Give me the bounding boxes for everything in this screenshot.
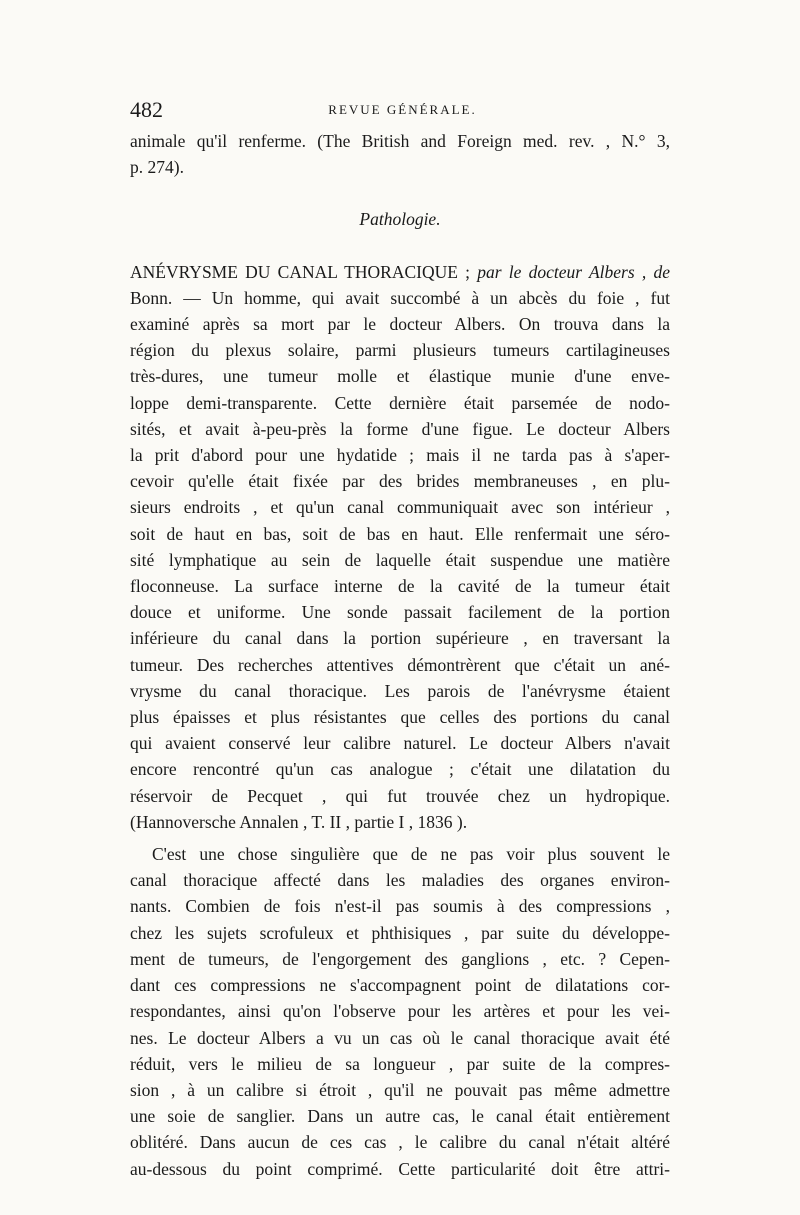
text-line: encore rencontré qu'un cas analogue ; c'était une dilatation du — [130, 759, 670, 780]
text-line: tumeur. Des recherches attentives démontrèrent que c'était un ané- — [130, 654, 670, 675]
section-heading: Pathologie. — [359, 209, 441, 230]
text-line: vrysme du canal thoracique. Les parois de l'anévrysme étaient — [130, 680, 670, 701]
text-line: sité lymphatique au sein de laquelle était suspendue une matière — [130, 549, 670, 570]
text-line: Bonn. — Un homme, qui avait succombé à un abcès du foie , fut — [130, 287, 670, 308]
text-line: oblitéré. Dans aucun de ces cas , le calibre du canal n'était altéré — [130, 1132, 670, 1153]
text-line: sion , à un calibre si étroit , qu'il ne pouvait pas même admettre — [130, 1079, 670, 1100]
text-line: loppe demi-transparente. Cette dernière était parsemée de nodo- — [130, 392, 670, 413]
text-line: canal thoracique affecté dans les maladies des organes environ- — [130, 870, 670, 891]
text-line: qui avaient conservé leur calibre naturel. Le docteur Albers n'avait — [130, 733, 670, 754]
author-line: par le docteur Albers , de — [477, 261, 671, 282]
text-line: très-dures, une tumeur molle et élastique munie d'une enve- — [130, 366, 670, 387]
text-line: inférieure du canal dans la portion supérieure , en traversant la — [130, 628, 670, 649]
text-line: nes. Le docteur Albers a vu un cas où le canal thoracique avait été — [130, 1027, 670, 1048]
text-line: chez les sujets scrofuleux et phthisiques , par suite du développe- — [130, 922, 670, 943]
article-title: ANÉVRYSME DU CANAL THORACIQUE ; — [130, 261, 471, 282]
body-text — [130, 128, 670, 1182]
text-line: nants. Combien de fois n'est-il pas soumis à des compressions , — [130, 896, 670, 917]
journal-title: REVUE GÉNÉRALE. — [328, 102, 477, 117]
text-line: animale qu'il renferme. (The British and Foreign med. rev. , N.° 3, — [130, 131, 670, 151]
citation-line: (Hannoversche Annalen , T. II , partie I , 1836 ). — [130, 811, 468, 832]
text-line: sieurs endroits , et qu'un canal communiquait avec son intérieur , — [130, 497, 670, 518]
text-line: plus épaisses et plus résistantes que celles des portions du canal — [130, 707, 670, 728]
text-line: floconneuse. La surface interne de la cavité de la tumeur était — [130, 576, 670, 597]
text-line: dant ces compressions ne s'accompagnent point de dilatations cor- — [130, 975, 670, 996]
text-line: une soie de sanglier. Dans un autre cas, le canal était entièrement — [130, 1106, 670, 1127]
text-line: région du plexus solaire, parmi plusieurs tumeurs cartilagineuses — [130, 340, 670, 361]
text-line: réduit, vers le milieu de sa longueur , par suite de la compres- — [130, 1053, 670, 1074]
text-line: sités, et avait à-peu-près la forme d'une figue. Le docteur Albers — [130, 418, 670, 439]
running-head — [130, 97, 675, 127]
article-title-line — [130, 259, 670, 285]
text-line: la prit d'abord pour une hydatide ; mais il ne tarda pas à s'aper- — [130, 445, 670, 466]
text-line: ment de tumeurs, de l'engorgement des ganglions , etc. ? Cepen- — [130, 948, 670, 969]
text-line: examiné après sa mort par le docteur Albers. On trouva dans la — [130, 314, 670, 335]
text-line: cevoir qu'elle était fixée par des brides membraneuses , en plu- — [130, 471, 670, 492]
text-line: p. 274). — [130, 157, 184, 178]
text-line: C'est une chose singulière que de ne pas voir plus souvent le — [152, 844, 670, 865]
text-line: respondantes, ainsi qu'on l'observe pour les artères et pour les vei- — [130, 1001, 670, 1022]
text-line: au-dessous du point comprimé. Cette particularité doit être attri- — [130, 1158, 670, 1179]
text-line: soit de haut en bas, soit de bas en haut. Elle renfermait une séro- — [130, 523, 670, 544]
page-number: 482 — [130, 97, 163, 122]
text-line: réservoir de Pecquet , qui fut trouvée chez un hydropique. — [130, 785, 670, 806]
text-line: douce et uniforme. Une sonde passait facilement de la portion — [130, 602, 670, 623]
